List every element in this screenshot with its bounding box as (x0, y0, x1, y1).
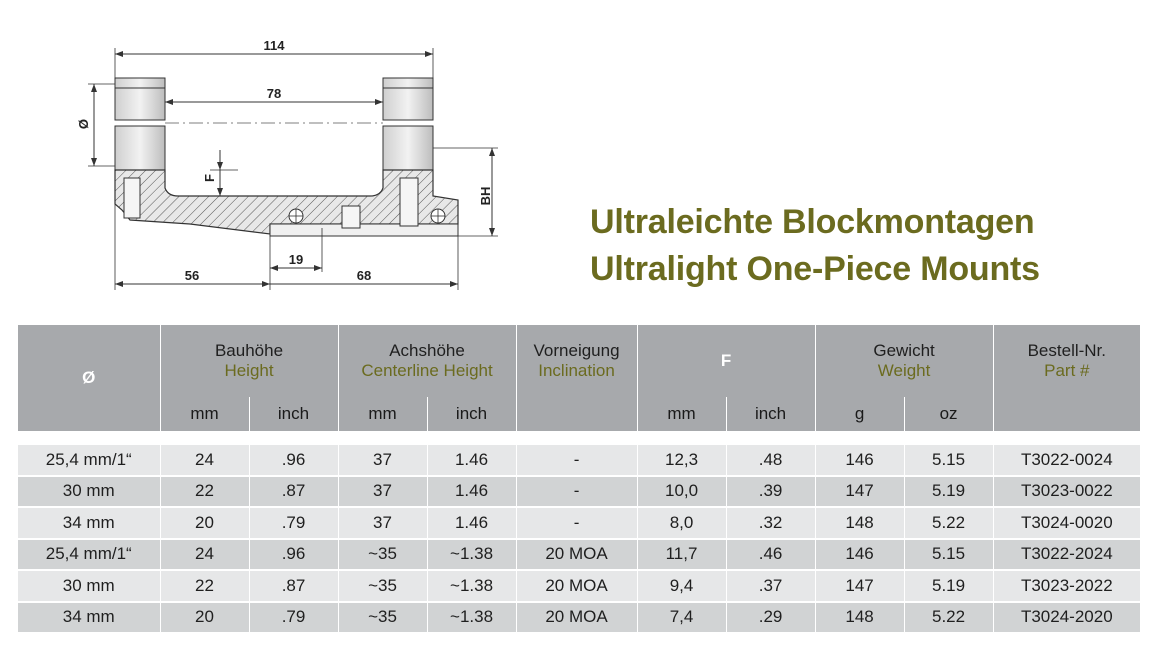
right-ring-cap (383, 78, 433, 88)
cell-center-inch: 1.46 (427, 507, 516, 539)
table-row (18, 445, 1140, 476)
dimension-diameter (76, 84, 115, 166)
cell-f-mm: 9,4 (637, 570, 726, 602)
table-row (18, 539, 1140, 571)
cell-height-mm: 22 (160, 476, 249, 508)
cell-f-inch: .29 (726, 602, 815, 634)
dim-right-label: 68 (356, 268, 372, 283)
dim-f-label: F (202, 174, 217, 182)
cell-center-inch: 1.46 (427, 476, 516, 508)
unit-f-mm: mm (637, 397, 726, 431)
cell-center-mm: ~35 (338, 570, 427, 602)
unit-f-inch: inch (726, 397, 815, 431)
cell-diameter: 25,4 mm/1“ (18, 539, 160, 571)
dim-diameter-label: Ø (76, 118, 91, 130)
header-part: Bestell-Nr. Part # (993, 325, 1140, 397)
cell-part-number: T3022-2024 (993, 539, 1140, 571)
mount-technical-drawing (60, 28, 510, 293)
unit-inclination (516, 397, 637, 431)
cell-inclination: 20 MOA (516, 602, 637, 634)
dim-slot-label: 19 (288, 252, 304, 267)
cell-center-inch: 1.46 (427, 445, 516, 476)
cell-height-inch: .96 (249, 445, 338, 476)
title-german: Ultraleichte Blockmontagen (590, 203, 1035, 241)
cell-weight-g: 148 (815, 507, 904, 539)
header-weight: Gewicht Weight (815, 325, 993, 397)
cell-height-inch: .87 (249, 570, 338, 602)
unit-weight-oz: oz (904, 397, 993, 431)
cell-weight-oz: 5.15 (904, 539, 993, 571)
cell-weight-g: 146 (815, 539, 904, 571)
cell-inclination: - (516, 476, 637, 508)
cell-center-mm: 37 (338, 476, 427, 508)
cell-diameter: 25,4 mm/1“ (18, 445, 160, 476)
cell-f-mm: 11,7 (637, 539, 726, 571)
recoil-lug (342, 206, 360, 228)
cell-weight-g: 148 (815, 602, 904, 634)
header-inclination: Vorneigung Inclination (516, 325, 637, 397)
cell-diameter: 30 mm (18, 570, 160, 602)
cell-weight-g: 147 (815, 476, 904, 508)
dimension-f (202, 150, 238, 196)
cell-center-mm: 37 (338, 507, 427, 539)
left-ring-cap (115, 78, 165, 88)
unit-weight-g: g (815, 397, 904, 431)
cell-part-number: T3022-0024 (993, 445, 1140, 476)
dim-left-label: 56 (184, 268, 200, 283)
cell-weight-oz: 5.22 (904, 602, 993, 634)
header-f: F (637, 325, 815, 397)
cell-height-mm: 20 (160, 507, 249, 539)
table-row (18, 602, 1140, 634)
cell-weight-oz: 5.19 (904, 570, 993, 602)
cell-height-inch: .79 (249, 602, 338, 634)
cell-part-number: T3023-2022 (993, 570, 1140, 602)
cell-diameter: 34 mm (18, 602, 160, 634)
header-height: Bauhöhe Height (160, 325, 338, 397)
cell-f-mm: 10,0 (637, 476, 726, 508)
cell-f-mm: 8,0 (637, 507, 726, 539)
cell-weight-oz: 5.15 (904, 445, 993, 476)
table-row (18, 476, 1140, 508)
cell-weight-oz: 5.19 (904, 476, 993, 508)
cell-height-inch: .87 (249, 476, 338, 508)
cell-inclination: - (516, 507, 637, 539)
cell-part-number: T3023-0022 (993, 476, 1140, 508)
cell-inclination: 20 MOA (516, 539, 637, 571)
cell-height-inch: .79 (249, 507, 338, 539)
header-centerline: Achshöhe Centerline Height (338, 325, 516, 397)
table-row (18, 570, 1140, 602)
recoil-lug (124, 178, 140, 218)
cell-f-inch: .32 (726, 507, 815, 539)
left-ring-bottom (115, 126, 165, 170)
cell-diameter: 30 mm (18, 476, 160, 508)
unit-height-inch: inch (249, 397, 338, 431)
cell-center-inch: ~1.38 (427, 539, 516, 571)
recoil-lug (400, 178, 418, 226)
dim-center-label: 78 (266, 86, 282, 101)
cell-f-inch: .37 (726, 570, 815, 602)
cell-center-inch: ~1.38 (427, 570, 516, 602)
cell-part-number: T3024-0020 (993, 507, 1140, 539)
cell-part-number: T3024-2020 (993, 602, 1140, 634)
cell-weight-g: 146 (815, 445, 904, 476)
cell-f-inch: .48 (726, 445, 815, 476)
cell-weight-g: 147 (815, 570, 904, 602)
right-ring-bottom (383, 126, 433, 170)
cell-height-mm: 22 (160, 570, 249, 602)
unit-center-mm: mm (338, 397, 427, 431)
cell-center-inch: ~1.38 (427, 602, 516, 634)
cell-diameter: 34 mm (18, 507, 160, 539)
dim-bh-label: BH (478, 186, 493, 206)
cell-inclination: 20 MOA (516, 570, 637, 602)
cell-height-inch: .96 (249, 539, 338, 571)
cell-center-mm: ~35 (338, 539, 427, 571)
table-units-row (18, 397, 1140, 431)
unit-center-inch: inch (427, 397, 516, 431)
unit-part (993, 397, 1140, 431)
cell-f-mm: 12,3 (637, 445, 726, 476)
dimension-total (115, 38, 433, 78)
dim-total-label: 114 (263, 38, 285, 53)
spec-table (18, 325, 1140, 634)
mount-rail (270, 224, 458, 236)
table-header-row (18, 325, 1140, 397)
cell-inclination: - (516, 445, 637, 476)
cell-height-mm: 24 (160, 445, 249, 476)
unit-height-mm: mm (160, 397, 249, 431)
cell-height-mm: 20 (160, 602, 249, 634)
table-row (18, 507, 1140, 539)
cell-f-mm: 7,4 (637, 602, 726, 634)
header-diameter: Ø (18, 325, 160, 431)
right-ring-top (383, 88, 433, 120)
cell-center-mm: 37 (338, 445, 427, 476)
left-ring-top (115, 88, 165, 120)
cell-height-mm: 24 (160, 539, 249, 571)
cell-center-mm: ~35 (338, 602, 427, 634)
cell-f-inch: .39 (726, 476, 815, 508)
title-english: Ultralight One-Piece Mounts (590, 250, 1040, 288)
cell-f-inch: .46 (726, 539, 815, 571)
dimension-center (165, 86, 383, 105)
cell-weight-oz: 5.22 (904, 507, 993, 539)
